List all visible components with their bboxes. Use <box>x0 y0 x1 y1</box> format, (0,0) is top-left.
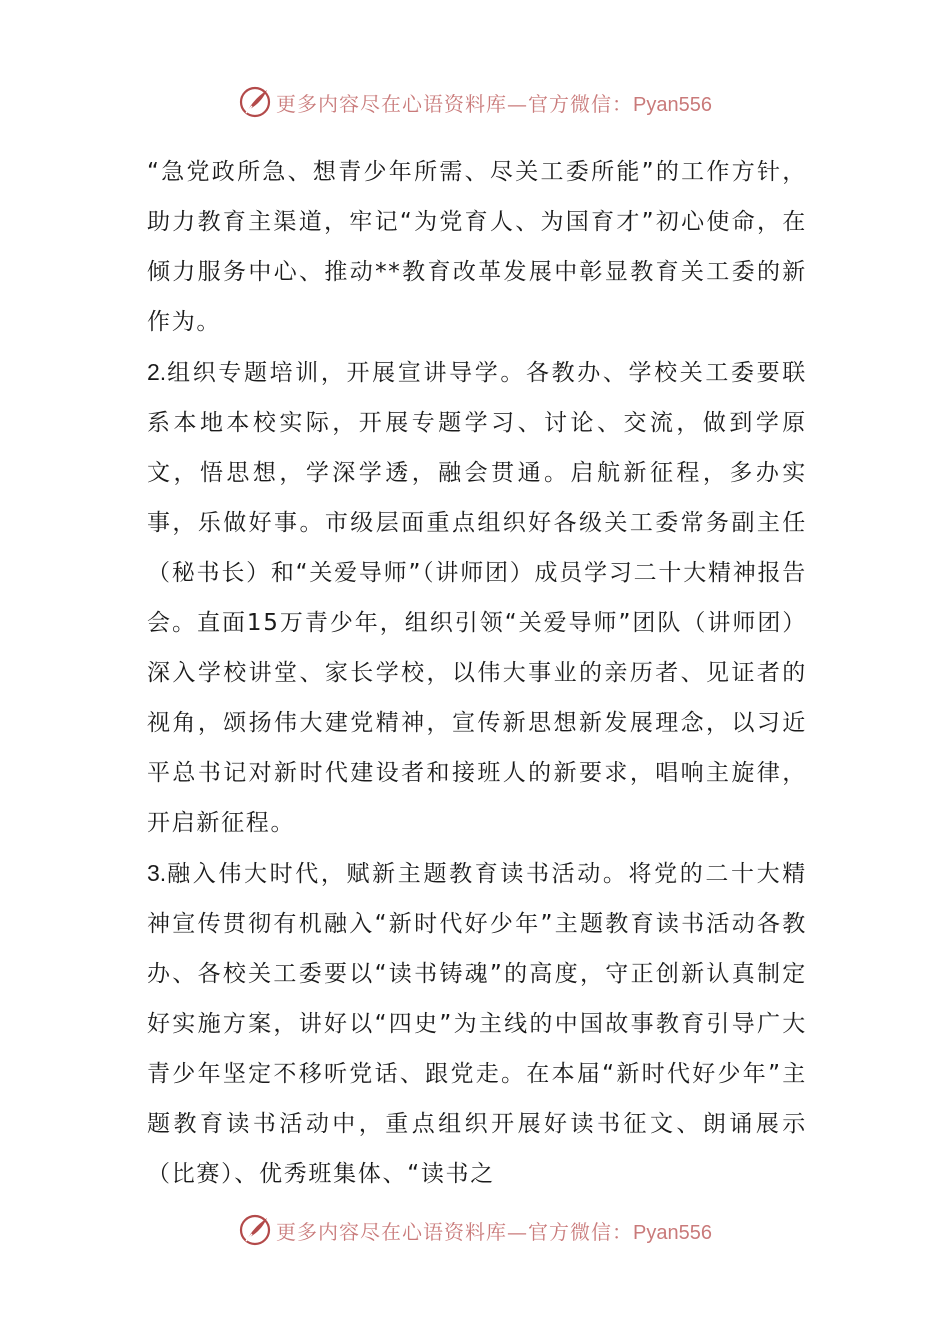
footer-banner-text: 更多内容尽在心语资料库—官方微信：Pyan556 <box>276 1219 712 1244</box>
paragraph-3-number: 3. <box>147 860 167 886</box>
quill-logo-icon <box>238 1213 272 1247</box>
paragraph-2 <box>147 347 807 848</box>
paragraph-2-text: 组织专题培训，开展宣讲导学。各教办、学校关工委要联系本地本校实际，开展专题学习、讨论、交流，做到学原文，悟思想，学深学透，融会贯通。启航新征程，多办实事，乐做好事。市级层面重点组织好各级关工委常务副主任（秘书长）和“关爱导师”（讲师团）成员学习二十大精神报告会。直面15万青少年，组织引领“关爱导师”团队（讲师团）深入学校讲堂、家长学校，以伟大事业的亲历者、见证者的视角，颂扬伟大建党精神，宣传新思想新发展理念，以习近平总书记对新时代建设者和接班人的新要求，唱响主旋律，开启新征程。 <box>147 360 807 836</box>
paragraph-2-number: 2. <box>147 359 167 385</box>
paragraph-3-text: 融入伟大时代，赋新主题教育读书活动。将党的二十大精神宣传贯彻有机融入“新时代好少年”主题教育读书活动各教办、各校关工委要以“读书铸魂”的高度，守正创新认真制定好实施方案，讲好以“四史”为主线的中国故事教育引导广大青少年坚定不移听党话、跟党走。在本届“新时代好少年”主题教育读书活动中，重点组织开展好读书征文、朗诵展示（比赛）、优秀班集体、“读书之 <box>147 861 807 1187</box>
footer-wechat-id: Pyan556 <box>633 1221 712 1244</box>
quill-logo-icon <box>238 85 272 119</box>
footer-watermark <box>0 1210 950 1250</box>
paragraph-1-text: “急党政所急、想青少年所需、尽关工委所能”的工作方针，助力教育主渠道，牢记“为党育人、为国育才”初心使命，在倾力服务中心、推动**教育改革发展中彰显教育关工委的新作为。 <box>147 159 807 335</box>
document-body <box>147 146 807 1199</box>
paragraph-3 <box>147 848 807 1199</box>
header-watermark <box>0 82 950 122</box>
header-wechat-id: Pyan556 <box>633 93 712 116</box>
header-banner-text: 更多内容尽在心语资料库—官方微信：Pyan556 <box>276 91 712 116</box>
paragraph-1 <box>147 146 807 347</box>
